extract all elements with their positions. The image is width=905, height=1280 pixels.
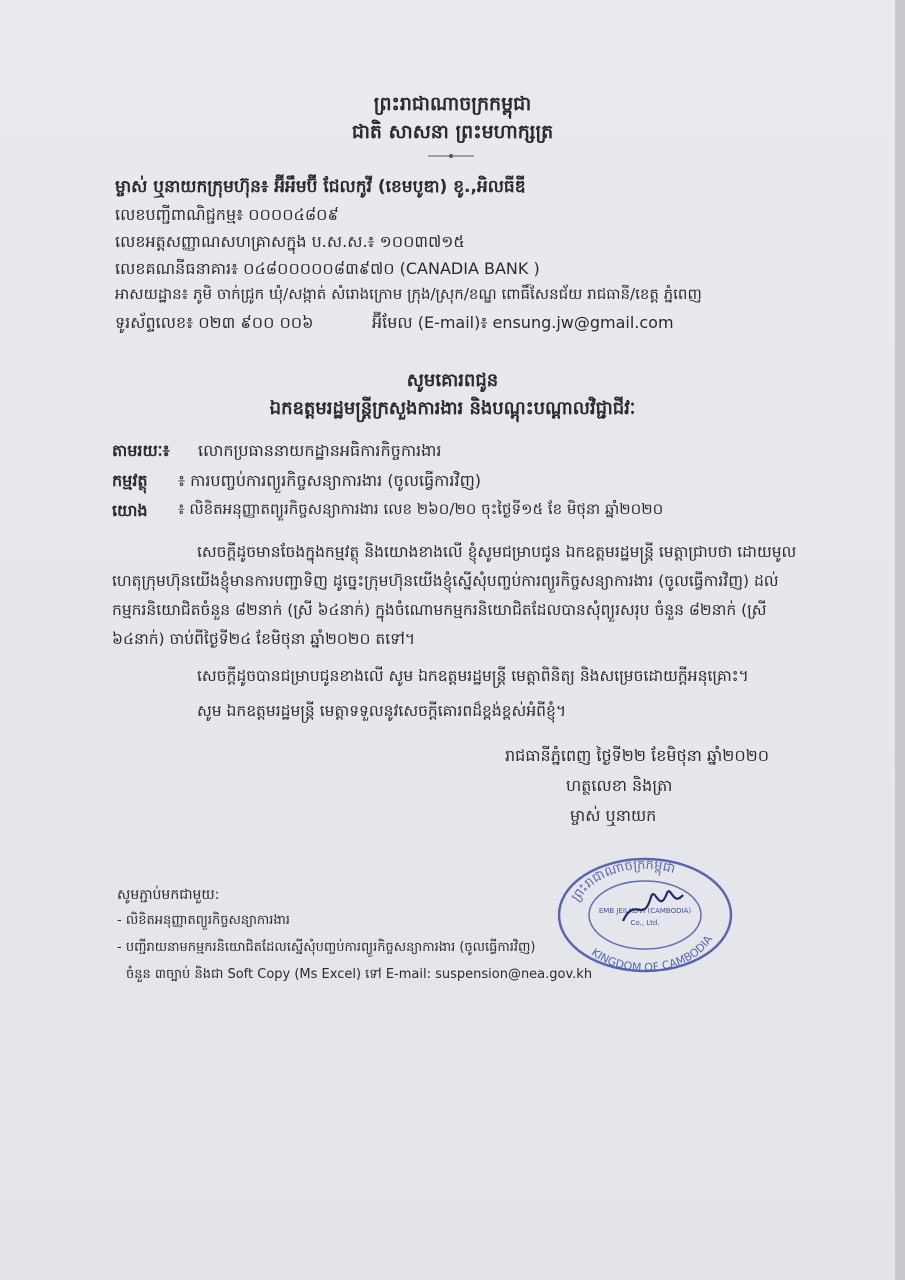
subject-value: ៖ ការបញ្ចប់ការព្យួរកិច្ចសន្យាការងារ (ចូលធ្វើការវិញ) (178, 471, 482, 490)
company-owner-line: ម្ចាស់ ឬនាយកក្រុមហ៊ុន៖ អ៊ីអឹមប៊ី ជែលកូវី (ខេមបូឌា) ខូ.,អិលធីឌី (115, 177, 526, 197)
attachment-item-3: ចំនួន ៣ច្បាប់ និងជា Soft Copy (Ms Excel) ទៅ E-mail: suspension@nea.gov.kh (126, 967, 593, 982)
stamp-top-text: ព្រះរាជាណាចក្រកម្ពុជា (568, 857, 677, 905)
email-address: អ៊ីមែល (E-mail)៖ ensung.jw@gmail.com (372, 313, 674, 332)
svg-text:KINGDOM OF CAMBODIA (589, 933, 715, 974)
kingdom-heading: ព្រះរាជាណាចក្រកម្ពុជា (373, 93, 532, 115)
company-stamp (555, 855, 735, 975)
body-paragraph-2: សេចក្តីដូចបានជម្រាបជូនខាងលើ សូម ឯកឧត្តមរដ្ឋមន្ត្រី មេត្តាពិនិត្យ និងសម្រេចដោយក្តីអនុគ្រោះ។ (197, 667, 749, 685)
attachments-title: សូមភ្ជាប់មកជាមួយ: (117, 887, 220, 903)
attachment-item-1: - លិខិតអនុញ្ញាតព្យួរកិច្ចសន្យាការងារ (117, 913, 290, 928)
recipient-salutation: សូមគោរពជូន (406, 370, 499, 391)
signature-label: ហត្ថលេខា និងត្រា (566, 776, 673, 795)
stamp-company-text: EMB JEILKOVI (CAMBODIA) (598, 907, 692, 915)
stamp-co-text: Co., Ltd. (630, 919, 660, 927)
phone-number: ទូរស័ព្ទលេខ៖ ០២៣ ៩០០ ០០៦ (115, 313, 314, 332)
reference-label: យោង (112, 501, 148, 520)
bank-account: លេខគណនីធនាគារ៖ ០៤៨០០០០០៨៣៩៧០ (CANADIA BANK ) (115, 259, 540, 278)
nssf-number: លេខអត្តសញ្ញាណសហគ្រាសក្នុង ប.ស.ស.៖ ១០០៣៧១៥ (115, 232, 465, 251)
divider-ornament (428, 152, 474, 160)
page-edge (895, 0, 905, 1280)
body-paragraph-3: សូម ឯកឧត្តមរដ្ឋមន្ត្រី មេត្តាទទួលនូវសេចក្តីគោរពដ៏ខ្ពង់ខ្ពស់អំពីខ្ញុំ។ (197, 702, 567, 720)
body-paragraph-1: សេចក្តីដូចមានចែងក្នុងកម្មវត្ថុ និងយោងខាងលើ ខ្ញុំសូមជម្រាបជូន ឯកឧត្តមរដ្ឋមន្ត្រី មេត្តាជ្រាបថា ដោយមូលហេតុក្រុមហ៊ុនយើងខ្ញុំមានការបញ្ជាទិញ ដូច្នេះក្រុមហ៊ុនយើងខ្ញុំស្នើសុំបញ្ចប់ការព្យួរកិច្ចសន្យាការងារ (ចូលធ្វើការវិញ) ដល់កម្មករនិយោជិតចំនួន ៨២នាក់ (ស្រី ៦៤នាក់) ក្នុងចំណោមកម្មករនិយោជិតដែលបានសុំព្យួរសរុប ចំនួន ៨២នាក់ (ស្រី ៦៤នាក់) ចាប់ពីថ្ងៃទី២៤ ខែមិថុនា ឆ្នាំ២០២០ តទៅ។ (112, 543, 797, 648)
motto-heading: ជាតិ សាសនា ព្រះមហាក្សត្រ (351, 121, 554, 143)
signatory-title: ម្ចាស់ ឬនាយក (570, 806, 657, 825)
reference-value: ៖ លិខិតអនុញ្ញាតព្យួរកិច្ចសន្យាការងារ លេខ ២៦០/២០ ចុះថ្ងៃទី១៥ ខែ មិថុនា ឆ្នាំ២០២០ (178, 500, 664, 518)
recipient-title: ឯកឧត្តមរដ្ឋមន្ត្រីក្រសួងការងារ និងបណ្តុះបណ្តាលវិជ្ជាជីវៈ (269, 398, 636, 419)
stamp-bottom-text: KINGDOM OF CAMBODIA (588, 933, 716, 975)
company-address: អាសយដ្ឋាន៖ ភូមិ ចាក់ជ្រូក ឃុំ/សង្កាត់ សំរោងក្រោម ក្រុង/ស្រុក/ខណ្ឌ ពោធិ៍សែនជ័យ រាជធានី/ខេត្ត ភ្នំពេញ (115, 285, 702, 303)
attachment-item-2: - បញ្ជីរាយនាមកម្មករនិយោជិតដែលស្នើសុំបញ្ចប់ការព្យួរកិច្ចសន្យាការងារ (ចូលធ្វើការវិញ) (117, 940, 536, 955)
subject-label: កម្មវត្ថុ (112, 471, 148, 490)
via-label: តាមរយៈ៖ (112, 441, 170, 460)
registration-number: លេខបញ្ជីពាណិជ្ជកម្ម៖ ០០០០៤៨០៩ (115, 205, 339, 224)
via-value: លោកប្រធាននាយកដ្ឋានអធិការកិច្ចការងារ (198, 441, 442, 460)
svg-text:ព្រះរាជាណាចក្រកម្ពុជា (569, 858, 677, 905)
signing-date: រាជធានីភ្នំពេញ ថ្ងៃទី២២ ខែមិថុនា ឆ្នាំ២០២០ (505, 746, 770, 765)
